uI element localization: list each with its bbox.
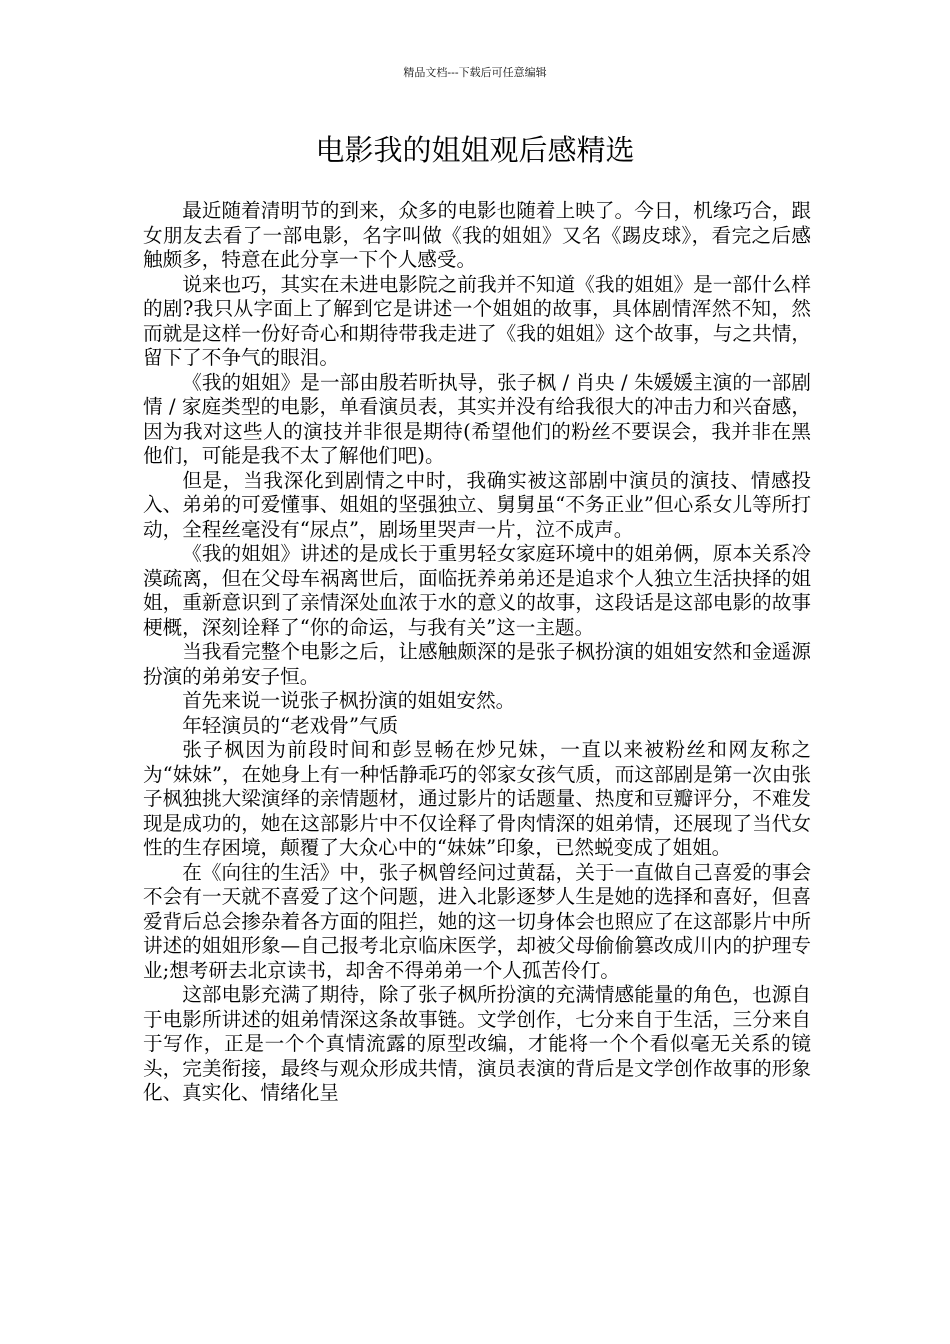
paragraph-5: 《我的姐姐》讲述的是成长于重男轻女家庭环境中的姐弟俩，原本关系冷漠疏离，但在父母车祸离世后，面临抚养弟弟还是追求个人独立生活抉择的姐姐，重新意识到了亲情深处血浓于水的意义的故事，这段话是这部电影的故事梗概，深刻诠释了“你的命运，与我有关”这一主题。 (143, 542, 811, 639)
section-heading: 年轻演员的“老戏骨”气质 (182, 713, 399, 737)
paragraph-2: 说来也巧，其实在未进电影院之前我并不知道《我的姐姐》是一部什么样的剧?我只从字面上了解到它是讲述一个姐姐的故事，具体剧情浑然不知，然而就是这样一份好奇心和期待带我走进了《我的姐姐》这个故事，与之共情，留下了不争气的眼泪。 (143, 272, 811, 369)
paragraph-8: 张子枫因为前段时间和彭昱畅在炒兄妹，一直以来被粉丝和网友称之为“妹妹”，在她身上有一种恬静乖巧的邻家女孩气质，而这部剧是第一次由张子枫独挑大梁演绎的亲情题材，通过影片的话题量、热度和豆瓣评分，不难发现是成功的，她在这部影片中不仅诠释了骨肉情深的姐弟情，还展现了当代女性的生存困境，颠覆了大众心中的“妹妹”印象，已然蜕变成了姐姐。 (143, 738, 811, 859)
paragraph-4: 但是，当我深化到剧情之中时，我确实被这部剧中演员的演技、情感投入、弟弟的可爱懂事、姐姐的坚强独立、舅舅虽“不务正业”但心系女儿等所打动，全程丝毫没有“尿点”，剧场里哭声一片，泣不成声。 (143, 468, 811, 541)
paragraph-1: 最近随着清明节的到来，众多的电影也随着上映了。今日，机缘巧合，跟女朋友去看了一部电影，名字叫做《我的姐姐》又名《踢皮球》，看完之后感触颇多，特意在此分享一下个人感受。 (143, 199, 811, 271)
paragraph-3: 《我的姐姐》是一部由殷若昕执导，张子枫 / 肖央 / 朱媛媛主演的一部剧情 / 家庭类型的电影，单看演员表，其实并没有给我很大的冲击力和兴奋感，因为我对这些人的演技并非很是期待(希望他们的粉丝不要误会，我并非在黑他们，可能是我不太了解他们吧)。 (143, 370, 811, 467)
page-header: 精品文档---下载后可任意编辑 (403, 66, 547, 79)
document-title: 电影我的姐姐观后感精选 (315, 133, 635, 167)
paragraph-9: 在《向往的生活》中，张子枫曾经问过黄磊，关于一直做自己喜爱的事会不会有一天就不喜爱了这个问题，进入北影逐梦人生是她的选择和喜好，但喜爱背后总会掺杂着各方面的阻拦，她的这一切身体会也照应了在这部影片中所讲述的姐姐形象—自己报考北京临床医学，却被父母偷偷篡改成川内的护理专业;想考研去北京读书，却舍不得弟弟一个人孤苦伶仃。 (143, 860, 811, 982)
document-body (143, 199, 811, 1106)
paragraph-7: 首先来说一说张子枫扮演的姐姐安然。 (182, 689, 516, 712)
paragraph-6: 当我看完整个电影之后，让感触颇深的是张子枫扮演的姐姐安然和金遥源扮演的弟弟安子恒。 (143, 640, 811, 688)
paragraph-10: 这部电影充满了期待，除了张子枫所扮演的充满情感能量的角色，也源自于电影所讲述的姐弟情深这条故事链。文学创作，七分来自于生活，三分来自于写作，正是一个个真情流露的原型改编，才能将一个个看似毫无关系的镜头，完美衔接，最终与观众形成共情，演员表演的背后是文学创作故事的形象化、真实化、情绪化呈 (143, 983, 811, 1104)
